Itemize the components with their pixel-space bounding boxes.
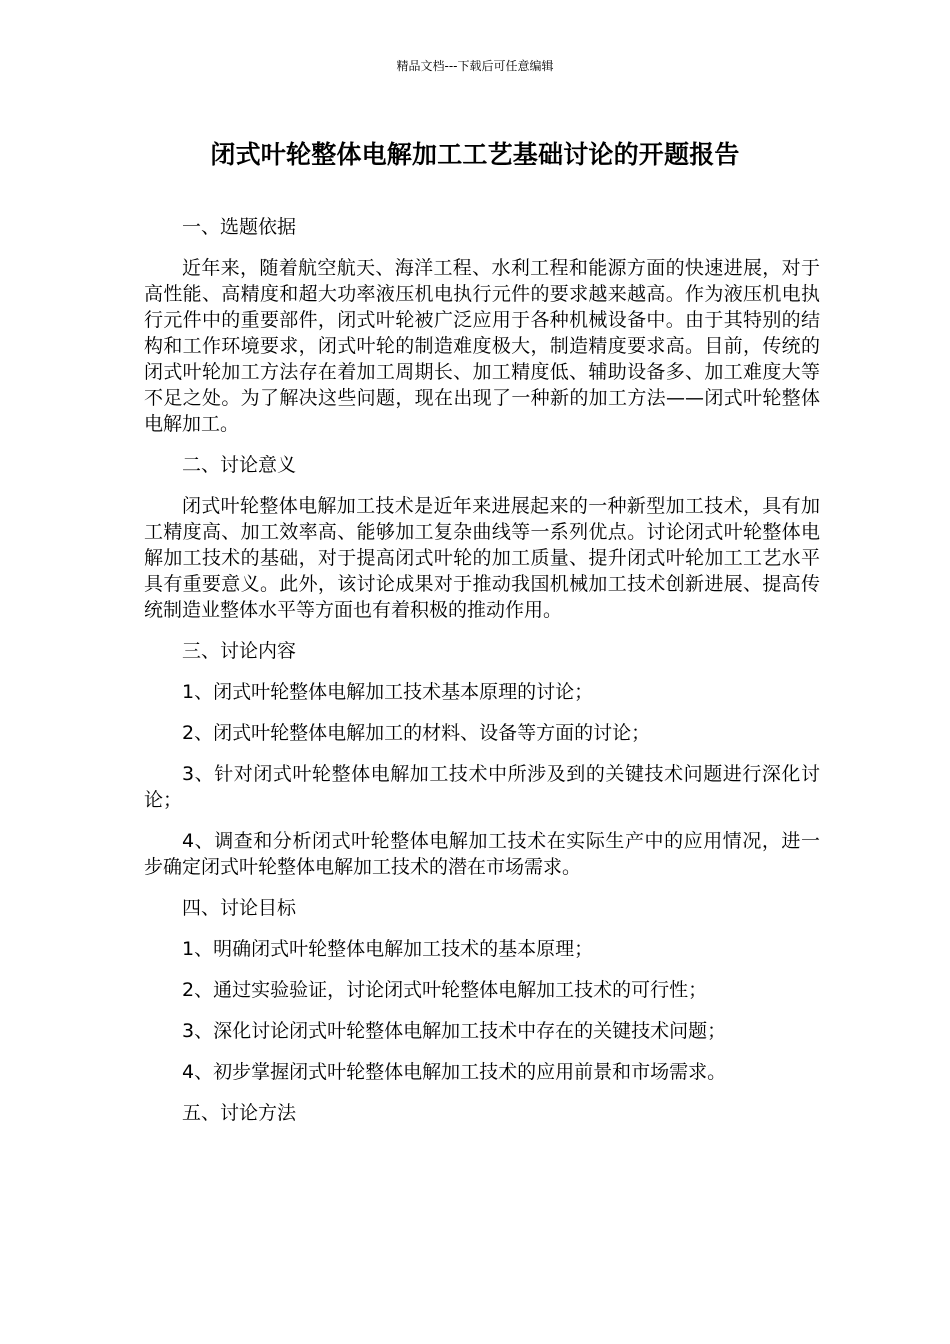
- paragraph-significance: 闭式叶轮整体电解加工技术是近年来进展起来的一种新型加工技术，具有加工精度高、加工效率高、能够加工复杂曲线等一系列优点。讨论闭式叶轮整体电解加工技术的基础，对于提高闭式叶轮的加工质量、提升闭式叶轮加工工艺水平具有重要意义。此外，该讨论成果对于推动我国机械加工技术创新进展、提高传统制造业整体水平等方面也有着积极的推动作用。: [144, 495, 820, 621]
- paragraph-topic-basis: 近年来，随着航空航天、海洋工程、水利工程和能源方面的快速进展，对于高性能、高精度和超大功率液压机电执行元件的要求越来越高。作为液压机电执行元件中的重要部件，闭式叶轮被广泛应用于各种机械设备中。由于其特别的结构和工作环境要求，闭式叶轮的制造难度极大，制造精度要求高。目前，传统的闭式叶轮加工方法存在着加工周期长、加工精度低、辅助设备多、加工难度大等不足之处。为了解决这些问题，现在出现了一种新的加工方法——闭式叶轮整体电解加工。: [144, 257, 820, 435]
- list-item-content-4: 4、调查和分析闭式叶轮整体电解加工技术在实际生产中的应用情况，进一步确定闭式叶轮整体电解加工技术的潜在市场需求。: [144, 830, 820, 878]
- list-item-content-1: 1、闭式叶轮整体电解加工技术基本原理的讨论；: [182, 681, 594, 703]
- list-item-goal-4: 4、初步掌握闭式叶轮整体电解加工技术的应用前景和市场需求。: [182, 1061, 727, 1083]
- list-item-goal-3: 3、深化讨论闭式叶轮整体电解加工技术中存在的关键技术问题；: [182, 1020, 727, 1042]
- page-header: 精品文档---下载后可任意编辑: [396, 59, 554, 73]
- list-item-goal-2: 2、通过实验验证，讨论闭式叶轮整体电解加工技术的可行性；: [182, 979, 708, 1001]
- list-item-content-2: 2、闭式叶轮整体电解加工的材料、设备等方面的讨论；: [182, 722, 651, 744]
- section-heading-methods: 五、讨论方法: [182, 1102, 297, 1124]
- list-item-content-3: 3、针对闭式叶轮整体电解加工技术中所涉及到的关键技术问题进行深化讨论；: [144, 763, 820, 811]
- section-heading-goals: 四、讨论目标: [182, 897, 297, 919]
- section-heading-content: 三、讨论内容: [182, 640, 297, 662]
- document-body: [144, 214, 820, 1141]
- list-item-goal-1: 1、明确闭式叶轮整体电解加工技术的基本原理；: [182, 938, 594, 960]
- section-heading-significance: 二、讨论意义: [182, 454, 297, 476]
- document-title: 闭式叶轮整体电解加工工艺基础讨论的开题报告: [210, 140, 740, 169]
- section-heading-topic-basis: 一、选题依据: [182, 216, 297, 238]
